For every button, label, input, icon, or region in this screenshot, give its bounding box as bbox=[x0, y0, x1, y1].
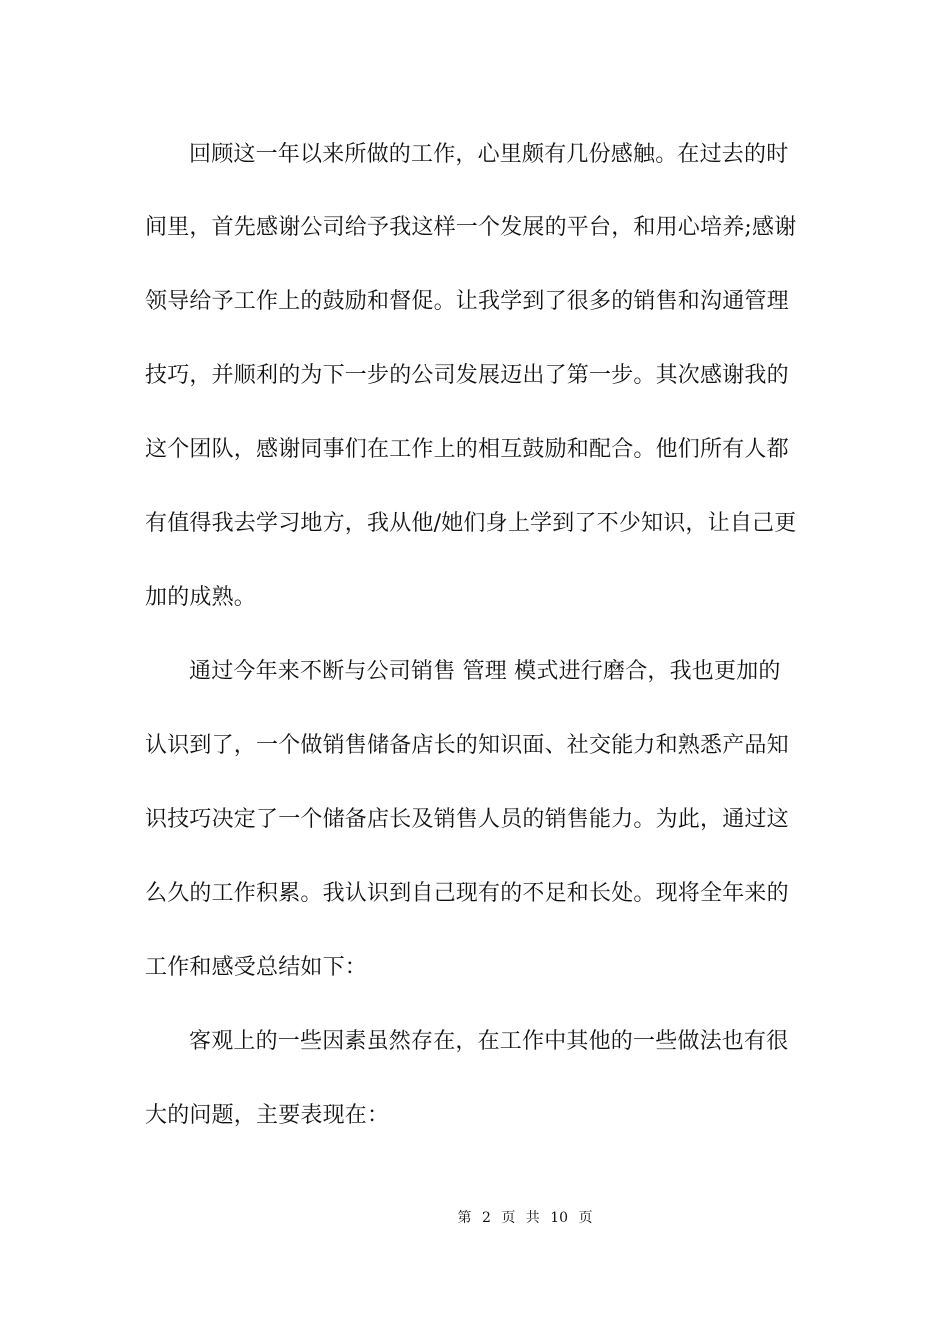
paragraph-2-line-3: 识技巧决定了一个储备店长及销售人员的销售能力。为此，通过这 bbox=[145, 807, 789, 832]
paragraph-1-line-6: 有值得我去学习地方，我从他/她们身上学到了不少知识，让自己更 bbox=[145, 511, 797, 536]
paragraph-1-line-1: 回顾这一年以来所做的工作，心里颇有几份感触。在过去的时 bbox=[189, 142, 789, 167]
footer-label-total: 共 bbox=[525, 1210, 540, 1226]
footer-label-page-unit: 页 bbox=[501, 1210, 516, 1226]
paragraph-2-line-4: 么久的工作积累。我认识到自己现有的不足和长处。现将全年来的 bbox=[145, 881, 789, 906]
paragraph-1-line-5: 这个团队，感谢同事们在工作上的相互鼓励和配合。他们所有人都 bbox=[145, 437, 789, 462]
paragraph-1-line-4: 技巧，并顺利的为下一步的公司发展迈出了第一步。其次感谢我的 bbox=[145, 363, 789, 388]
paragraph-2-line-2: 认识到了，一个做销售储备店长的知识面、社交能力和熟悉产品知 bbox=[145, 733, 789, 758]
paragraph-1-line-2: 间里，首先感谢公司给予我这样一个发展的平台，和用心培养;感谢 bbox=[145, 215, 797, 240]
paragraph-2-line-5: 工作和感受总结如下： bbox=[145, 955, 368, 980]
footer-label-page: 第 bbox=[457, 1210, 472, 1226]
paragraph-3-line-1: 客观上的一些因素虽然存在，在工作中其他的一些做法也有很 bbox=[189, 1029, 789, 1054]
paragraph-1-line-7: 加的成熟。 bbox=[145, 585, 257, 610]
paragraph-2-line-1: 通过今年来不断与公司销售 管理 模式进行磨合，我也更加的 bbox=[189, 659, 781, 684]
paragraph-3-line-2: 大的问题，主要表现在： bbox=[145, 1103, 390, 1128]
footer-current-page: 2 bbox=[481, 1210, 491, 1226]
page-footer bbox=[0, 1209, 950, 1227]
paragraph-1-line-3: 领导给予工作上的鼓励和督促。让我学到了很多的销售和沟通管理 bbox=[145, 289, 789, 314]
footer-total-pages: 10 bbox=[550, 1210, 569, 1226]
footer-label-total-unit: 页 bbox=[578, 1210, 593, 1226]
